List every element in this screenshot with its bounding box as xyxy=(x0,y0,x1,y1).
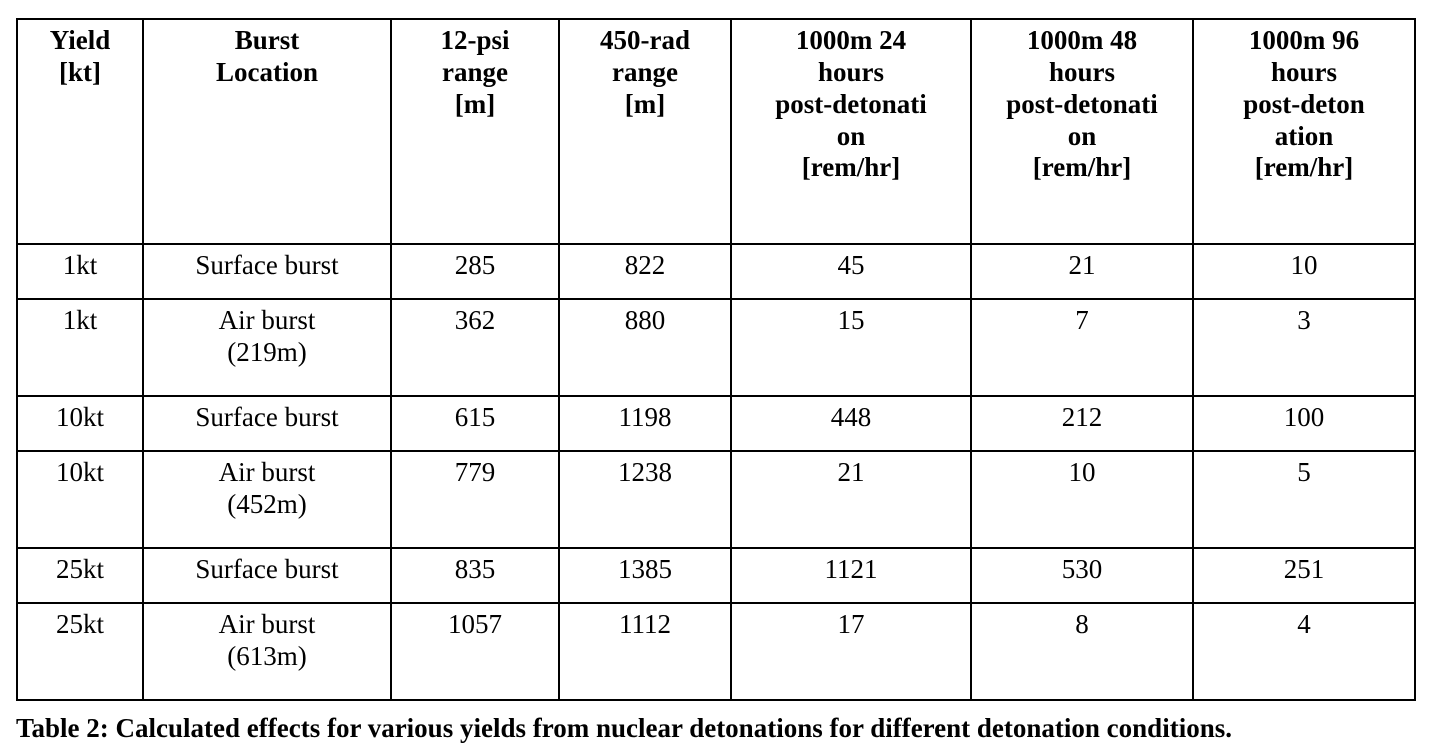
header-line: post-detonati xyxy=(775,88,927,119)
header-line: 1000m 48 xyxy=(1026,25,1138,55)
cell-24-hours: 1121 xyxy=(731,548,971,603)
cell-96-hours: 100 xyxy=(1193,396,1415,451)
column-header-1000m-24-hours xyxy=(731,19,971,244)
table-row xyxy=(17,396,1415,451)
cell-12psi-range: 285 xyxy=(391,244,559,299)
header-line: [m] xyxy=(454,88,496,119)
caption-text: Calculated effects for various yields from nuclear detonations for different detonation conditions. xyxy=(115,713,1232,743)
cell-yield: 25kt xyxy=(17,548,143,603)
cell-96-hours: 3 xyxy=(1193,299,1415,396)
cell-450rad-range: 1112 xyxy=(559,603,731,700)
header-line: 1000m 96 xyxy=(1248,25,1360,55)
cell-96-hours: 5 xyxy=(1193,451,1415,548)
column-header-12psi-range xyxy=(391,19,559,244)
cell-450rad-range: 1198 xyxy=(559,396,731,451)
table-header xyxy=(17,19,1415,244)
header-line: on xyxy=(1067,120,1097,151)
cell-12psi-range: 779 xyxy=(391,451,559,548)
cell-24-hours: 21 xyxy=(731,451,971,548)
header-line: [rem/hr] xyxy=(1032,152,1132,183)
cell-yield: 10kt xyxy=(17,396,143,451)
column-header-burst-location xyxy=(143,19,391,244)
location-line: (219m) xyxy=(227,336,307,367)
table-row xyxy=(17,603,1415,700)
caption-label: Table 2: xyxy=(16,713,109,743)
cell-96-hours: 4 xyxy=(1193,603,1415,700)
cell-48-hours: 8 xyxy=(971,603,1193,700)
cell-burst-location xyxy=(143,396,391,451)
header-line: [m] xyxy=(624,88,666,119)
column-header-1000m-48-hours xyxy=(971,19,1193,244)
cell-12psi-range: 835 xyxy=(391,548,559,603)
table-caption xyxy=(16,711,1414,746)
header-line: post-detonati xyxy=(1006,88,1158,119)
cell-450rad-range: 880 xyxy=(559,299,731,396)
header-line: hours xyxy=(817,56,885,87)
column-header-yield xyxy=(17,19,143,244)
header-line: [rem/hr] xyxy=(801,152,901,183)
cell-yield: 10kt xyxy=(17,451,143,548)
table-row xyxy=(17,548,1415,603)
cell-450rad-range: 1385 xyxy=(559,548,731,603)
header-line: Burst xyxy=(234,25,300,55)
table-body xyxy=(17,244,1415,700)
header-line: post-deton xyxy=(1243,88,1365,119)
cell-96-hours: 251 xyxy=(1193,548,1415,603)
header-line: on xyxy=(836,120,866,151)
cell-burst-location xyxy=(143,244,391,299)
cell-24-hours: 45 xyxy=(731,244,971,299)
cell-12psi-range: 1057 xyxy=(391,603,559,700)
header-line: ation xyxy=(1274,120,1334,151)
header-line: range xyxy=(612,56,678,87)
cell-burst-location xyxy=(143,548,391,603)
header-line: Yield xyxy=(49,25,111,55)
cell-450rad-range: 822 xyxy=(559,244,731,299)
location-line: Surface burst xyxy=(195,402,339,432)
header-line: range xyxy=(442,56,508,87)
cell-96-hours: 10 xyxy=(1193,244,1415,299)
cell-24-hours: 17 xyxy=(731,603,971,700)
effects-table xyxy=(16,18,1416,701)
location-line: (452m) xyxy=(227,488,307,519)
cell-48-hours: 10 xyxy=(971,451,1193,548)
location-line: (613m) xyxy=(227,640,307,671)
cell-24-hours: 15 xyxy=(731,299,971,396)
cell-450rad-range: 1238 xyxy=(559,451,731,548)
table-row xyxy=(17,299,1415,396)
location-line: Air burst xyxy=(218,305,316,335)
cell-12psi-range: 615 xyxy=(391,396,559,451)
cell-yield: 25kt xyxy=(17,603,143,700)
header-line: hours xyxy=(1270,56,1338,87)
column-header-450rad-range xyxy=(559,19,731,244)
cell-yield: 1kt xyxy=(17,244,143,299)
header-line: hours xyxy=(1048,56,1116,87)
cell-burst-location xyxy=(143,451,391,548)
cell-burst-location xyxy=(143,603,391,700)
table-row xyxy=(17,244,1415,299)
table-row xyxy=(17,451,1415,548)
header-line: [rem/hr] xyxy=(1254,152,1354,183)
location-line: Air burst xyxy=(218,457,316,487)
header-line: [kt] xyxy=(59,56,101,87)
location-line: Surface burst xyxy=(195,554,339,584)
cell-burst-location xyxy=(143,299,391,396)
cell-12psi-range: 362 xyxy=(391,299,559,396)
column-header-1000m-96-hours xyxy=(1193,19,1415,244)
cell-48-hours: 212 xyxy=(971,396,1193,451)
location-line: Surface burst xyxy=(195,250,339,280)
table-header-row xyxy=(17,19,1415,244)
cell-yield: 1kt xyxy=(17,299,143,396)
cell-48-hours: 7 xyxy=(971,299,1193,396)
cell-24-hours: 448 xyxy=(731,396,971,451)
cell-48-hours: 530 xyxy=(971,548,1193,603)
header-line: 450-rad xyxy=(600,25,690,55)
location-line: Air burst xyxy=(218,609,316,639)
header-line: 12-psi xyxy=(440,25,510,55)
header-line: Location xyxy=(215,56,318,87)
header-line: 1000m 24 xyxy=(795,25,907,55)
cell-48-hours: 21 xyxy=(971,244,1193,299)
